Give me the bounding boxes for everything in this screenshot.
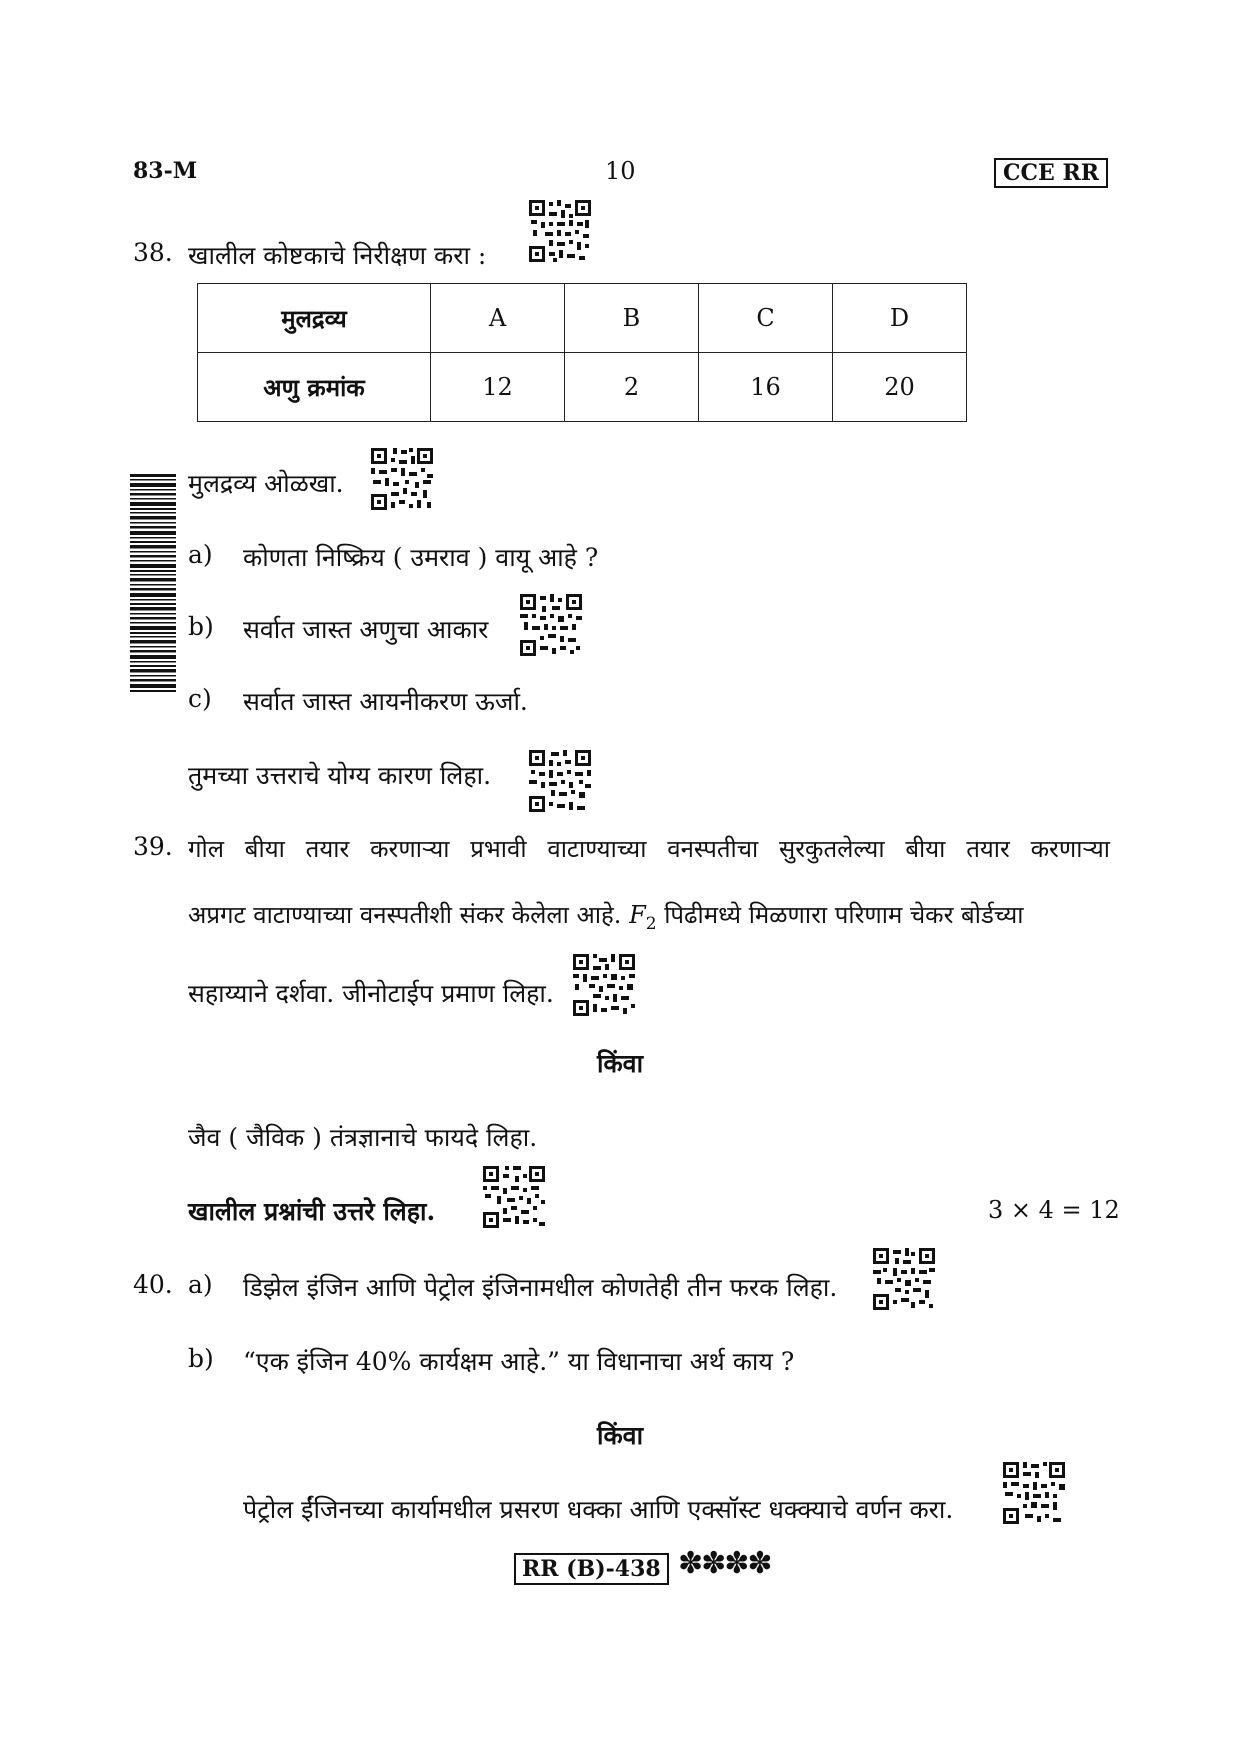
section-marks: 3 × 4 = 12 [988,1196,1120,1224]
q38-identify: मुलद्रव्य ओळखा. [188,469,344,498]
table-cell: 16 [699,353,833,422]
q39-line2-a: अप्रगट वाटाण्याच्या वनस्पतीशी संकर केलेला आहे. [188,901,622,929]
q38-number: 38. [133,238,173,267]
table-cell: C [699,284,833,353]
q40-alt: पेट्रोल ईंजिनच्या कार्यामधील प्रसरण धक्का आणि एक्सॉस्ट धक्क्याचे वर्णन करा. [243,1495,954,1524]
element-table [197,283,967,422]
q39-line2-b: पिढीमध्ये मिळणारा परिणाम चेकर बोर्डच्या [664,901,1024,929]
q38-part-a-text: कोणता निष्क्रिय ( उमराव ) वायू आहे ? [243,543,599,572]
table-cell: 2 [565,353,699,422]
q38-prompt: खालील कोष्टकाचे निरीक्षण करा : [188,241,487,270]
table-cell: A [431,284,565,353]
qr-code-icon [527,198,593,264]
q40-number: 40. [133,1270,173,1299]
page-number: 10 [605,157,636,185]
qr-code-icon [571,952,637,1018]
q40-part-b-text: “एक इंजिन 40% कार्यक्षम आहे.” या विधानाचा अर्थ काय ? [243,1347,795,1376]
q39-number: 39. [133,832,173,861]
table-cell: 12 [431,353,565,422]
qr-code-icon [1001,1460,1067,1526]
q38-part-b-text: सर्वात जास्त अणुचा आकार [243,615,489,644]
qr-code-icon [518,592,584,658]
f2-symbol: F [629,901,646,929]
q38-part-a-label: a) [188,540,213,569]
q38-reason: तुमच्या उत्तराचे योग्य कारण लिहा. [188,761,492,790]
q39-line2 [188,898,1023,934]
q38-part-b-label: b) [188,612,214,641]
q40-part-a-label: a) [188,1270,213,1299]
paper-code: 83-M [133,158,198,184]
q39-alt: जैव ( जैविक ) तंत्रज्ञानाचे फायदे लिहा. [188,1123,538,1152]
footer-code: RR (B)-438 [514,1553,669,1585]
table-row [198,353,967,422]
qr-code-icon [871,1246,937,1312]
qr-code-icon [481,1164,547,1230]
table-cell: B [565,284,699,353]
q39-line1: गोल बीया तयार करणाऱ्या प्रभावी वाटाण्याच्या वनस्पतीचा सुरकुतलेल्या बीया तयार करणाऱ्या [188,835,1110,863]
table-header-atomic-number: अणु क्रमांक [198,353,431,422]
table-cell: 20 [833,353,967,422]
q38-part-c-text: सर्वात जास्त आयनीकरण ऊर्जा. [243,687,528,716]
table-header-element: मुलद्रव्य [198,284,431,353]
barcode-icon [130,474,176,692]
section-instruction: खालील प्रश्नांची उत्तरे लिहा. [188,1197,436,1226]
series-badge: CCE RR [994,158,1108,188]
qr-code-icon [527,748,593,814]
q39-line3: सहाय्याने दर्शवा. जीनोटाईप प्रमाण लिहा. [188,979,554,1008]
table-cell: D [833,284,967,353]
q39-or-label: किंवा [597,1049,644,1078]
q40-part-a-text: डिझेल इंजिन आणि पेट्रोल इंजिनामधील कोणतेही तीन फरक लिहा. [243,1273,838,1302]
q40-part-b-label: b) [188,1344,214,1373]
q38-part-c-label: c) [188,684,212,713]
ornament-icon: ✽✽✽✽ [678,1546,771,1581]
f2-subscript: 2 [645,913,657,934]
qr-code-icon [369,446,435,512]
q40-or-label: किंवा [597,1421,644,1450]
table-row [198,284,967,353]
